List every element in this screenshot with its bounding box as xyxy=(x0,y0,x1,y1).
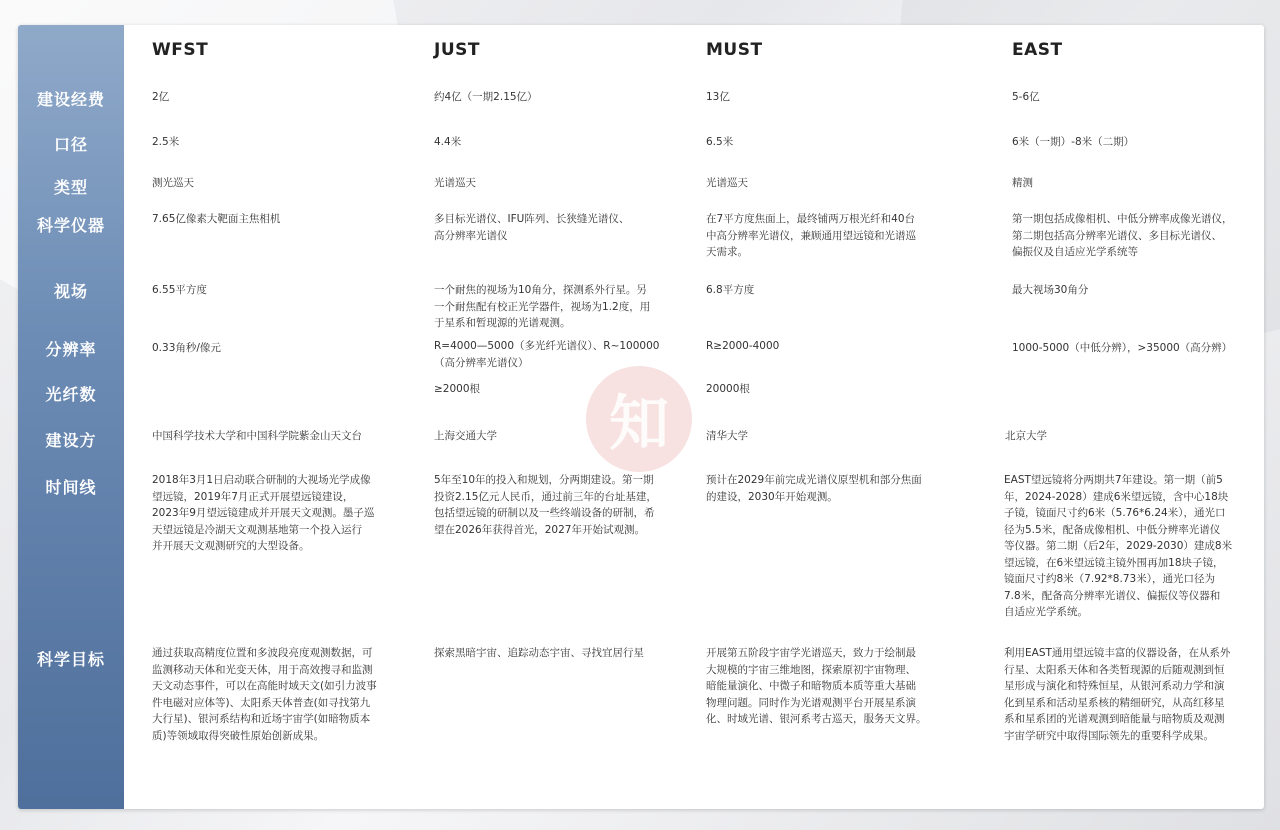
cell-fibers-must: 20000根 xyxy=(706,383,750,395)
cell-fov-must: 6.8平方度 xyxy=(706,284,755,296)
cell-type-just: 光谱巡天 xyxy=(434,177,476,189)
cell-aperture-must: 6.5米 xyxy=(706,136,734,148)
cell-goals-must: 开展第五阶段宇宙学光谱巡天，致力于绘制最 大规模的宇宙三维地图，探索原初宇宙物理、 暗能量演化、中微子和暗物质本质等重大基础 物理问题。同时作为光谱观测平台开展星系演 化、时域光谱、银河系考古巡天，服务天文界。 xyxy=(706,647,927,725)
cell-instruments-east: 第一期包括成像相机、中低分辨率成像光谱仪， 第二期包括高分辨率光谱仪、多目标光谱仪、 偏振仪及自适应光学系统等 xyxy=(1012,213,1233,258)
row-label-budget: 建设经费 xyxy=(36,90,105,109)
cell-resolution-just: R=4000—5000（多光纤光谱仪）、R~100000 （高分辨率光谱仪） xyxy=(434,340,660,369)
row-label-builder: 建设方 xyxy=(45,431,97,450)
cell-aperture-east: 6米（一期）-8米（二期） xyxy=(1012,136,1135,148)
cell-type-wfst: 测光巡天 xyxy=(152,177,194,189)
watermark-text: 知 xyxy=(609,389,669,459)
cell-type-must: 光谱巡天 xyxy=(706,177,748,189)
row-label-aperture: 口径 xyxy=(53,135,88,154)
cell-goals-wfst: 通过获取高精度位置和多波段亮度观测数据，可 监测移动天体和光变天体，用于高效搜寻和监测 天文动态事件，可以在高能时域天文(如引力波事 件电磁对应体等)、太阳系天体普查(如寻找第九 大行星)、银河系结构和近场宇宙学(如暗物质本 质)等领域取得突破性原始创新成果。 xyxy=(152,647,377,742)
cell-fov-east: 最大视场30角分 xyxy=(1012,284,1089,296)
cell-timeline-must: 预计在2029年前完成光谱仪原型机和部分焦面 的建设，2030年开始观测。 xyxy=(706,474,922,503)
cell-resolution-must: R≥2000-4000 xyxy=(706,340,780,352)
column-header-must: MUST xyxy=(706,40,763,60)
column-header-wfst: WFST xyxy=(152,40,209,60)
cell-budget-just: 约4亿（一期2.15亿） xyxy=(434,91,538,103)
cell-resolution-east: 1000-5000（中低分辨），>35000（高分辨） xyxy=(1012,342,1233,354)
row-label-field-of-view: 视场 xyxy=(53,282,88,301)
cell-instruments-just: 多目标光谱仪、IFU阵列、长狭缝光谱仪、 高分辨率光谱仪 xyxy=(434,213,630,242)
cell-budget-must: 13亿 xyxy=(706,91,730,103)
cell-timeline-wfst: 2018年3月1日启动联合研制的大视场光学成像 望远镜，2019年7月正式开展望远镜建设， 2023年9月望远镜建成并开展天文观测。墨子巡 天望远镜是冷湖天文观测基地第一个投入运行 并开展天文观测研究的大型设备。 xyxy=(152,474,375,552)
cell-goals-just: 探索黑暗宇宙、追踪动态宇宙、寻找宜居行星 xyxy=(434,647,644,659)
row-label-timeline: 时间线 xyxy=(45,478,97,497)
cell-builder-wfst: 中国科学技术大学和中国科学院紫金山天文台 xyxy=(152,430,362,442)
column-header-east: EAST xyxy=(1012,40,1063,60)
cell-builder-just: 上海交通大学 xyxy=(434,430,497,442)
cell-instruments-wfst: 7.65亿像素大靶面主焦相机 xyxy=(152,213,281,225)
cell-fov-just: 一个耐焦的视场为10角分，探测系外行星。另 一个耐焦配有校正光学器件，视场为1.2度，用 于星系和暂现源的光谱观测。 xyxy=(434,284,651,329)
column-header-just: JUST xyxy=(434,40,480,60)
cell-goals-east: 利用EAST通用望远镜丰富的仪器设备，在从系外 行星、太阳系天体和各类暂现源的后随观测到恒 星形成与演化和特殊恒星，从银河系动力学和演 化到星系和活动星系核的精细研究，从高红移星 系和星系团的光谱观测到暗能量与暗物质及观测 宇宙学研究中取得国际领先的重要科学成果。 xyxy=(1004,647,1231,742)
row-label-type: 类型 xyxy=(53,178,88,197)
row-label-resolution: 分辨率 xyxy=(45,340,97,359)
cell-type-east: 精测 xyxy=(1012,177,1033,189)
cell-resolution-wfst: 0.33角秒/像元 xyxy=(152,342,221,354)
cell-budget-east: 5-6亿 xyxy=(1012,91,1040,103)
cell-timeline-just: 5年至10年的投入和规划，分两期建设。第一期 投资2.15亿元人民币，通过前三年的台址基建， 包括望远镜的研制以及一些终端设备的研制，希 望在2026年获得首光，2027年开始试观测。 xyxy=(434,474,657,536)
cell-aperture-wfst: 2.5米 xyxy=(152,136,180,148)
row-label-science-goals: 科学目标 xyxy=(36,650,105,669)
cell-timeline-east: EAST望远镜将分两期共7年建设。第一期（前5 年，2024-2028）建成6米望远镜，含中心18块 子镜，镜面尺寸约6米（5.76*6.24米），通光口 径为5.5米，配备成像相机、中低分辨率光谱仪 等仪器。第二期（后2年，2029-2030）建成8米 望远镜，在6米望远镜主镜外围再加18块子镜， 镜面尺寸约8米（7.92*8.73米），通光口径为 7.8米，配备高分辨率光谱仪、偏振仪等仪器和 自适应光学系统。 xyxy=(1004,474,1233,618)
cell-fibers-just: ≥2000根 xyxy=(434,383,481,395)
cell-fov-wfst: 6.55平方度 xyxy=(152,284,207,296)
cell-builder-east: 北京大学 xyxy=(1005,430,1047,442)
cell-aperture-just: 4.4米 xyxy=(434,136,462,148)
cell-builder-must: 清华大学 xyxy=(706,430,748,442)
cell-instruments-must: 在7平方度焦面上，最终铺两万根光纤和40台 中高分辨率光谱仪，兼顾通用望远镜和光谱巡 天需求。 xyxy=(706,213,916,258)
row-label-fiber-count: 光纤数 xyxy=(45,385,97,404)
cell-budget-wfst: 2亿 xyxy=(152,91,170,103)
row-label-instruments: 科学仪器 xyxy=(36,216,105,235)
